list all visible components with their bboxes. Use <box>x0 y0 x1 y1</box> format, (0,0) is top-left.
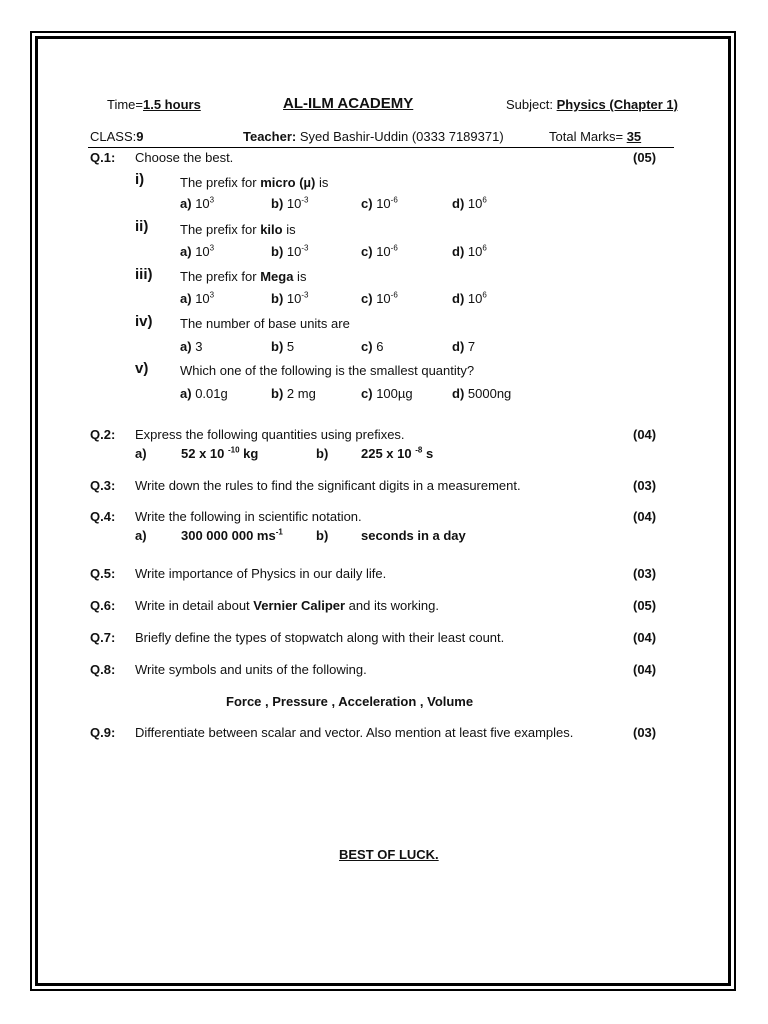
option: d) 7 <box>452 339 476 354</box>
q2-part-a-label: a) <box>135 446 147 461</box>
q5-text: Write importance of Physics in our daily life. <box>135 566 387 581</box>
q1-item-number: iv) <box>135 313 153 330</box>
q1-item-number: i) <box>135 171 145 188</box>
option: d) $10^6$ <box>452 243 487 259</box>
q2-number: Q.2: <box>90 427 116 442</box>
q1-item-question: The prefix for Mega is <box>180 269 307 284</box>
q9-number: Q.9: <box>90 725 116 740</box>
q2-part-b: 225 x 10 $^{-8}$ s <box>361 445 434 461</box>
marks-label: Total Marks= <box>549 129 624 144</box>
option: b) $10^{-3}$ <box>271 243 309 259</box>
closing-message: BEST OF LUCK. <box>339 847 439 862</box>
q4-part-a: 300 000 000 $ms^{-1}$ <box>181 527 283 543</box>
q4-part-b-label: b) <box>316 528 329 543</box>
q8-quantity-list: Force , Pressure , Acceleration , Volume <box>226 694 474 709</box>
q7-text: Briefly define the types of stopwatch along with their least count. <box>135 630 505 645</box>
option: d) $10^6$ <box>452 290 487 306</box>
q8-number: Q.8: <box>90 662 116 677</box>
subject-value: Physics (Chapter 1) <box>556 97 678 112</box>
q1-marks: (05) <box>633 150 657 165</box>
q2-marks: (04) <box>633 427 657 442</box>
q7-number: Q.7: <box>90 630 116 645</box>
q9-text: Differentiate between scalar and vector. Also mention at least five examples. <box>135 725 574 740</box>
q1-item-question: The prefix for micro (µ) is <box>180 175 329 190</box>
q1-item-number: v) <box>135 360 149 377</box>
q9-marks: (03) <box>633 725 657 740</box>
q3-text: Write down the rules to find the significant digits in a measurement. <box>135 478 521 493</box>
time-field <box>107 97 201 112</box>
option: b) 5 <box>271 339 295 354</box>
q6-text: Write in detail about Vernier Caliper and its working. <box>135 598 439 613</box>
time-value: 1.5 hours <box>143 97 201 112</box>
class-field <box>90 129 143 144</box>
option: c) $10^{-6}$ <box>361 195 398 211</box>
q4-text: Write the following in scientific notation. <box>135 509 362 524</box>
q4-part-b: seconds in a day <box>361 528 466 543</box>
option: d) 5000ng <box>452 386 512 401</box>
option: b) $10^{-3}$ <box>271 195 309 211</box>
subject-field <box>506 97 678 112</box>
teacher-value: Syed Bashir-Uddin (0333 7189371) <box>299 129 504 144</box>
q2-part-b-label: b) <box>316 446 329 461</box>
q6-marks: (05) <box>633 598 657 613</box>
q1-item-question: The prefix for kilo is <box>180 222 296 237</box>
option: b) 2 mg <box>271 386 316 401</box>
q4-number: Q.4: <box>90 509 116 524</box>
time-label: Time= <box>107 97 143 112</box>
q1-item-question: The number of base units are <box>180 316 350 331</box>
q1-number: Q.1: <box>90 150 116 165</box>
option: c) 6 <box>361 339 384 354</box>
class-value: 9 <box>136 129 144 144</box>
option: c) 100µg <box>361 386 413 401</box>
q2-part-a: 52 x 10 $^{-10}$ kg <box>181 445 259 461</box>
marks-value: 35 <box>626 129 642 144</box>
option: c) $10^{-6}$ <box>361 243 398 259</box>
option: a) $10^3$ <box>180 195 215 211</box>
option: a) 3 <box>180 339 203 354</box>
q5-number: Q.5: <box>90 566 116 581</box>
teacher-field <box>243 129 504 144</box>
subject-label: Subject: <box>506 97 553 112</box>
option: a) $10^3$ <box>180 243 215 259</box>
q1-item-question: Which one of the following is the smallest quantity? <box>180 363 475 378</box>
q8-text: Write symbols and units of the following. <box>135 662 367 677</box>
q3-marks: (03) <box>633 478 657 493</box>
option: a) 0.01g <box>180 386 228 401</box>
option: c) $10^{-6}$ <box>361 290 398 306</box>
class-label: CLASS: <box>90 129 137 144</box>
q3-number: Q.3: <box>90 478 116 493</box>
option: b) $10^{-3}$ <box>271 290 309 306</box>
q5-marks: (03) <box>633 566 657 581</box>
teacher-label: Teacher: <box>243 129 297 144</box>
marks-field <box>549 129 641 144</box>
q2-text: Express the following quantities using prefixes. <box>135 427 405 442</box>
q1-item-number: iii) <box>135 266 153 283</box>
q7-marks: (04) <box>633 630 657 645</box>
q4-marks: (04) <box>633 509 657 524</box>
q6-number: Q.6: <box>90 598 116 613</box>
academy-title: AL-ILM ACADEMY <box>283 95 414 112</box>
q4-part-a-label: a) <box>135 528 147 543</box>
q1-text: Choose the best. <box>135 150 234 165</box>
q8-marks: (04) <box>633 662 657 677</box>
option: a) $10^3$ <box>180 290 215 306</box>
q1-item-number: ii) <box>135 218 149 235</box>
option: d) $10^6$ <box>452 195 487 211</box>
header-divider <box>88 147 674 148</box>
